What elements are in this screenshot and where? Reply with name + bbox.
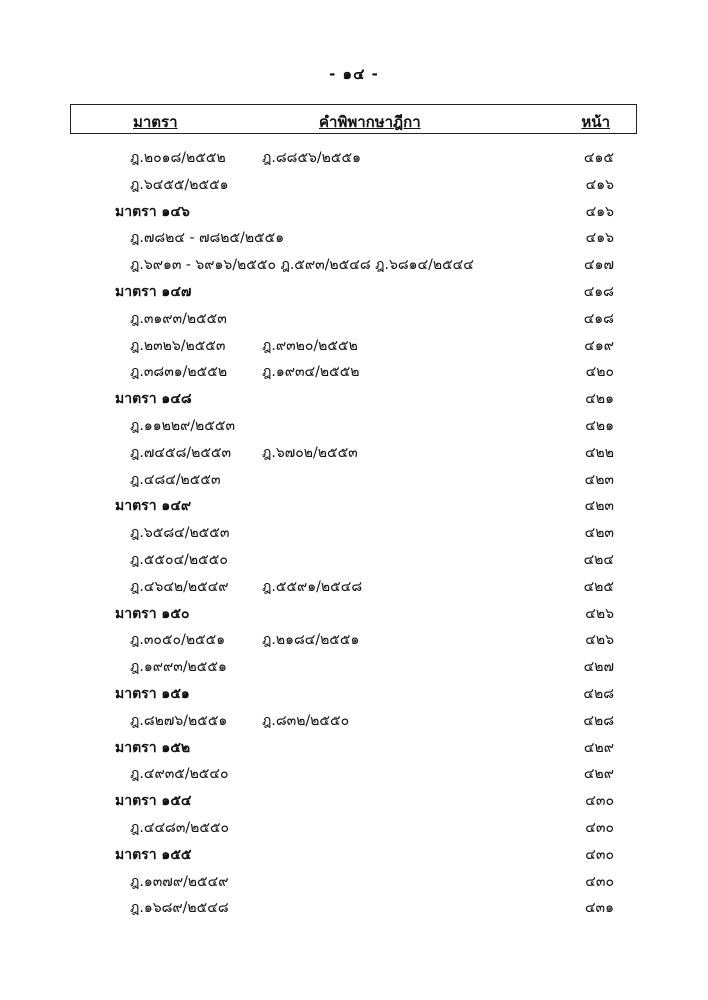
page-reference: ๔๒๒ xyxy=(584,444,614,461)
section-heading: มาตรา ๑๔๘ xyxy=(115,391,192,408)
page-reference: ๔๑๖ xyxy=(585,230,614,247)
judgment-row xyxy=(0,517,708,544)
judgment-row xyxy=(0,866,708,893)
header-judgment-label: คำพิพากษาฎีกา xyxy=(319,113,421,131)
page-reference: ๔๒๑ xyxy=(585,391,614,408)
judgment-reference: ฎ.๔๙๓๕/๒๕๔๐ xyxy=(130,766,229,783)
section-heading-row xyxy=(0,839,708,866)
judgment-row xyxy=(0,544,708,571)
page-reference: ๔๒๓ xyxy=(584,525,614,542)
section-heading-row xyxy=(0,732,708,759)
judgment-reference: ฎ.๓๑๙๓/๒๕๕๓ xyxy=(130,310,227,327)
judgment-reference-secondary: ฎ.๒๑๘๔/๒๕๕๑ xyxy=(262,632,360,649)
page-reference: ๔๑๙ xyxy=(584,337,614,354)
judgment-reference: ฎ.๓๐๕๐/๒๕๕๑ xyxy=(130,632,226,649)
page-reference: ๔๒๙ xyxy=(583,739,614,756)
page-reference: ๔๒๕ xyxy=(583,578,614,595)
section-heading-row xyxy=(0,785,708,812)
judgment-reference: ฎ.๔๖๔๒/๒๕๔๙ xyxy=(130,578,229,595)
page-reference: ๔๑๕ xyxy=(583,150,614,166)
page-reference: ๔๒๘ xyxy=(583,685,614,702)
page-reference: ๔๑๖ xyxy=(585,203,614,220)
page-reference: ๔๒๖ xyxy=(585,632,614,649)
judgment-row xyxy=(0,410,708,437)
section-heading-row xyxy=(0,490,708,517)
section-heading: มาตรา ๑๔๗ xyxy=(115,283,192,300)
page-reference: ๔๒๓ xyxy=(584,498,614,515)
judgment-reference-secondary: ฎ.๑๙๓๔/๒๕๕๒ xyxy=(262,364,360,381)
judgment-reference-secondary: ฎ.๖๗๐๒/๒๕๕๓ xyxy=(262,444,358,461)
judgment-row xyxy=(0,330,708,357)
page-reference: ๔๒๐ xyxy=(585,364,614,381)
judgment-reference-secondary: ฎ.๘๘๕๖/๒๕๕๑ xyxy=(262,150,361,166)
page-reference: ๔๓๐ xyxy=(585,846,614,863)
judgment-row xyxy=(0,142,708,169)
judgment-reference: ฎ.๕๕๐๔/๒๕๕๐ xyxy=(130,551,228,568)
page-reference: ๔๒๔ xyxy=(583,551,614,568)
section-heading-row xyxy=(0,383,708,410)
judgment-reference-secondary: ฎ.๙๓๒๐/๒๕๕๒ xyxy=(262,337,358,354)
judgment-reference: ฎ.๒๓๒๖/๒๕๕๓ xyxy=(130,337,226,354)
section-heading-row xyxy=(0,598,708,625)
page-reference: ๔๒๓ xyxy=(584,471,614,488)
judgment-reference: ฎ.๖๙๑๓ - ๖๙๑๖/๒๕๕๐ ฎ.๕๙๓/๒๕๔๘ ฎ.๖๘๑๔/๒๕๔๔ xyxy=(130,257,474,274)
section-heading: มาตรา ๑๕๔ xyxy=(115,793,192,810)
page-reference: ๔๓๐ xyxy=(585,793,614,810)
section-heading-row xyxy=(0,196,708,223)
table-header xyxy=(70,104,637,134)
section-heading: มาตรา ๑๕๐ xyxy=(115,605,190,622)
judgment-row xyxy=(0,758,708,785)
judgment-reference: ฎ.๑๑๒๒๙/๒๕๕๓ xyxy=(130,417,236,434)
page-reference: ๔๒๖ xyxy=(585,605,614,622)
judgment-reference: ฎ.๑๓๗๙/๒๕๔๙ xyxy=(130,873,229,890)
judgment-reference: ฎ.๔๘๔/๒๕๕๓ xyxy=(130,471,221,488)
index-list xyxy=(0,142,708,919)
judgment-row xyxy=(0,437,708,464)
judgment-reference: ฎ.๗๘๒๔ - ๗๘๒๕/๒๕๕๑ xyxy=(130,230,285,247)
judgment-reference: ฎ.๑๙๙๓/๒๕๕๑ xyxy=(130,659,227,676)
judgment-row xyxy=(0,464,708,491)
judgment-row xyxy=(0,571,708,598)
judgment-reference: ฎ.๗๔๕๘/๒๕๕๓ xyxy=(130,444,232,461)
header-section-label: มาตรา xyxy=(133,113,178,131)
page-reference: ๔๑๘ xyxy=(583,283,614,300)
page-reference: ๔๒๘ xyxy=(583,712,614,729)
section-heading: มาตรา ๑๕๑ xyxy=(115,685,190,702)
section-heading: มาตรา ๑๕๒ xyxy=(115,739,191,756)
page-reference: ๔๒๗ xyxy=(583,659,614,676)
judgment-reference: ฎ.๖๕๘๔/๒๕๕๓ xyxy=(130,525,230,542)
page-reference: ๔๓๑ xyxy=(584,900,614,917)
page-reference: ๔๓๐ xyxy=(585,873,614,890)
header-page-label: หน้า xyxy=(581,113,610,131)
page-reference: ๔๓๐ xyxy=(585,819,614,836)
judgment-row xyxy=(0,222,708,249)
judgment-row xyxy=(0,624,708,651)
section-heading: มาตรา ๑๔๖ xyxy=(115,203,190,220)
judgment-row xyxy=(0,651,708,678)
judgment-reference: ฎ.๓๘๓๑/๒๕๕๒ xyxy=(130,364,228,381)
judgment-row xyxy=(0,892,708,919)
judgment-reference: ฎ.๖๔๕๕/๒๕๕๑ xyxy=(130,176,229,193)
judgment-reference-secondary: ฎ.๘๓๒/๒๕๕๐ xyxy=(262,712,350,729)
page-number: - ๑๔ - xyxy=(329,65,379,83)
page-reference: ๔๒๙ xyxy=(583,766,614,783)
judgment-row xyxy=(0,249,708,276)
judgment-reference: ฎ.๘๒๗๖/๒๕๕๑ xyxy=(130,712,228,729)
judgment-reference: ฎ.๒๐๑๘/๒๕๕๒ xyxy=(130,150,226,166)
judgment-row xyxy=(0,705,708,732)
judgment-reference: ฎ.๑๖๘๙/๒๕๔๘ xyxy=(130,900,229,917)
page-reference: ๔๑๖ xyxy=(585,176,614,193)
judgment-row xyxy=(0,169,708,196)
page-reference: ๔๒๑ xyxy=(585,417,614,434)
page-reference: ๔๑๘ xyxy=(583,310,614,327)
section-heading: มาตรา ๑๕๕ xyxy=(115,846,192,863)
judgment-row xyxy=(0,303,708,330)
page-reference: ๔๑๗ xyxy=(583,257,614,274)
judgment-row xyxy=(0,356,708,383)
section-heading-row xyxy=(0,678,708,705)
judgment-row xyxy=(0,812,708,839)
judgment-reference: ฎ.๔๔๘๓/๒๕๕๐ xyxy=(130,819,230,836)
section-heading-row xyxy=(0,276,708,303)
judgment-reference-secondary: ฎ.๕๕๙๑/๒๕๔๘ xyxy=(262,578,363,595)
section-heading: มาตรา ๑๔๙ xyxy=(115,498,192,515)
